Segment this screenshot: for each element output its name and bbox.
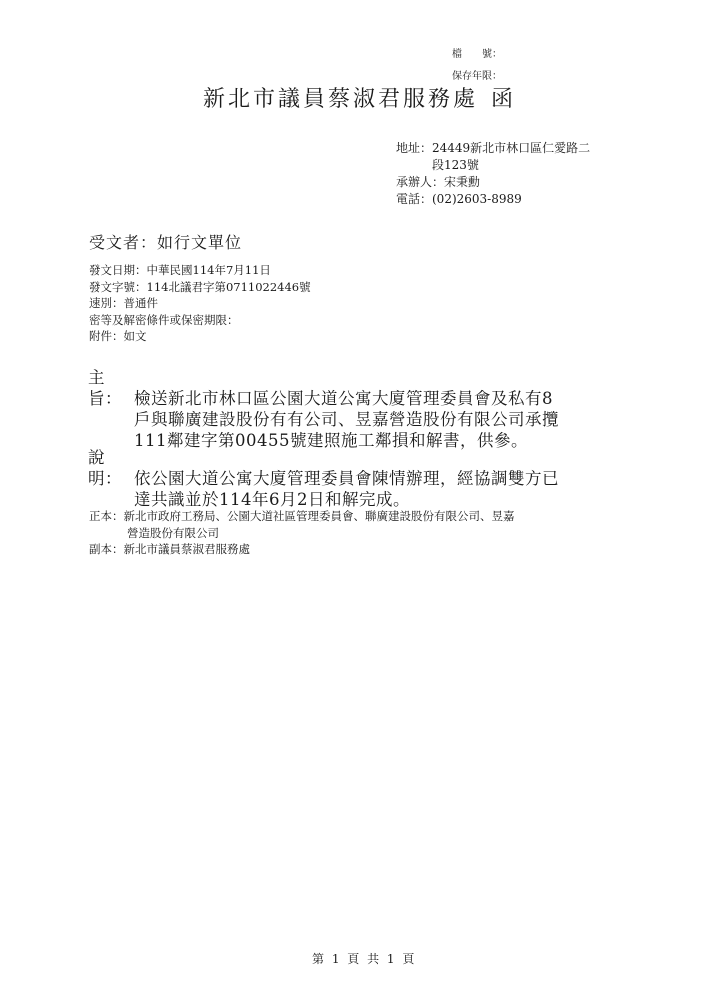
main-recipients: 正本：新北市政府工務局、公園大道社區管理委員會、聯廣建設股份有限公司、昱嘉	[89, 509, 515, 523]
distribution-list	[89, 508, 515, 558]
retention-period-label: 保存年限：	[452, 71, 502, 82]
explanation-text-continued: 達共識並於114年6月2日和解完成。	[134, 490, 410, 509]
explanation-text: 依公園大道公寓大廈管理委員會陳情辦理，經協調雙方已	[134, 469, 559, 488]
sender-contact-block	[396, 140, 590, 208]
dispatch-metadata	[89, 262, 311, 345]
subject-label: 主旨：	[88, 368, 122, 408]
recipient: 受文者：如行文單位	[89, 233, 243, 252]
file-number-label: 檔 號：	[452, 49, 502, 60]
dispatch-number: 發文字號：114北議君字第0711022446號	[89, 279, 311, 294]
page-number: 第 1 頁 共 1 頁	[312, 952, 417, 966]
sender-phone: 電話：(02)2603-8989	[396, 192, 522, 206]
subject-text-continued: 戶與聯廣建設股份有有公司、昱嘉營造股份有限公司承攬	[134, 410, 559, 429]
delivery-speed: 速別：普通件	[89, 296, 158, 310]
dispatch-date: 發文日期：中華民國114年7月11日	[89, 263, 271, 277]
document-type: 函	[491, 87, 514, 112]
subject-text-continued: 111鄰建字第00455號建照施工鄰損和解書，供參。	[134, 431, 528, 450]
attachment: 附件：如文	[89, 329, 147, 343]
sender-address-continued: 段123號	[432, 158, 479, 172]
explanation-label: 說明：	[88, 448, 122, 488]
subject-text: 檢送新北市林口區公園大道公寓大廈管理委員會及私有8	[134, 389, 553, 408]
case-handler: 承辦人：宋秉勳	[396, 175, 481, 189]
explanation-section	[88, 447, 559, 510]
cc-recipients: 副本：新北市議員蔡淑君服務處	[89, 542, 250, 556]
subject-section	[88, 367, 559, 451]
sender-address: 地址：24449新北市林口區仁愛路二	[396, 141, 591, 155]
main-recipients-continued: 營造股份有限公司	[127, 525, 219, 540]
document-title: 新北市議員蔡淑君服務處	[203, 87, 479, 112]
secrecy-level: 密等及解密條件或保密期限：	[89, 312, 239, 327]
